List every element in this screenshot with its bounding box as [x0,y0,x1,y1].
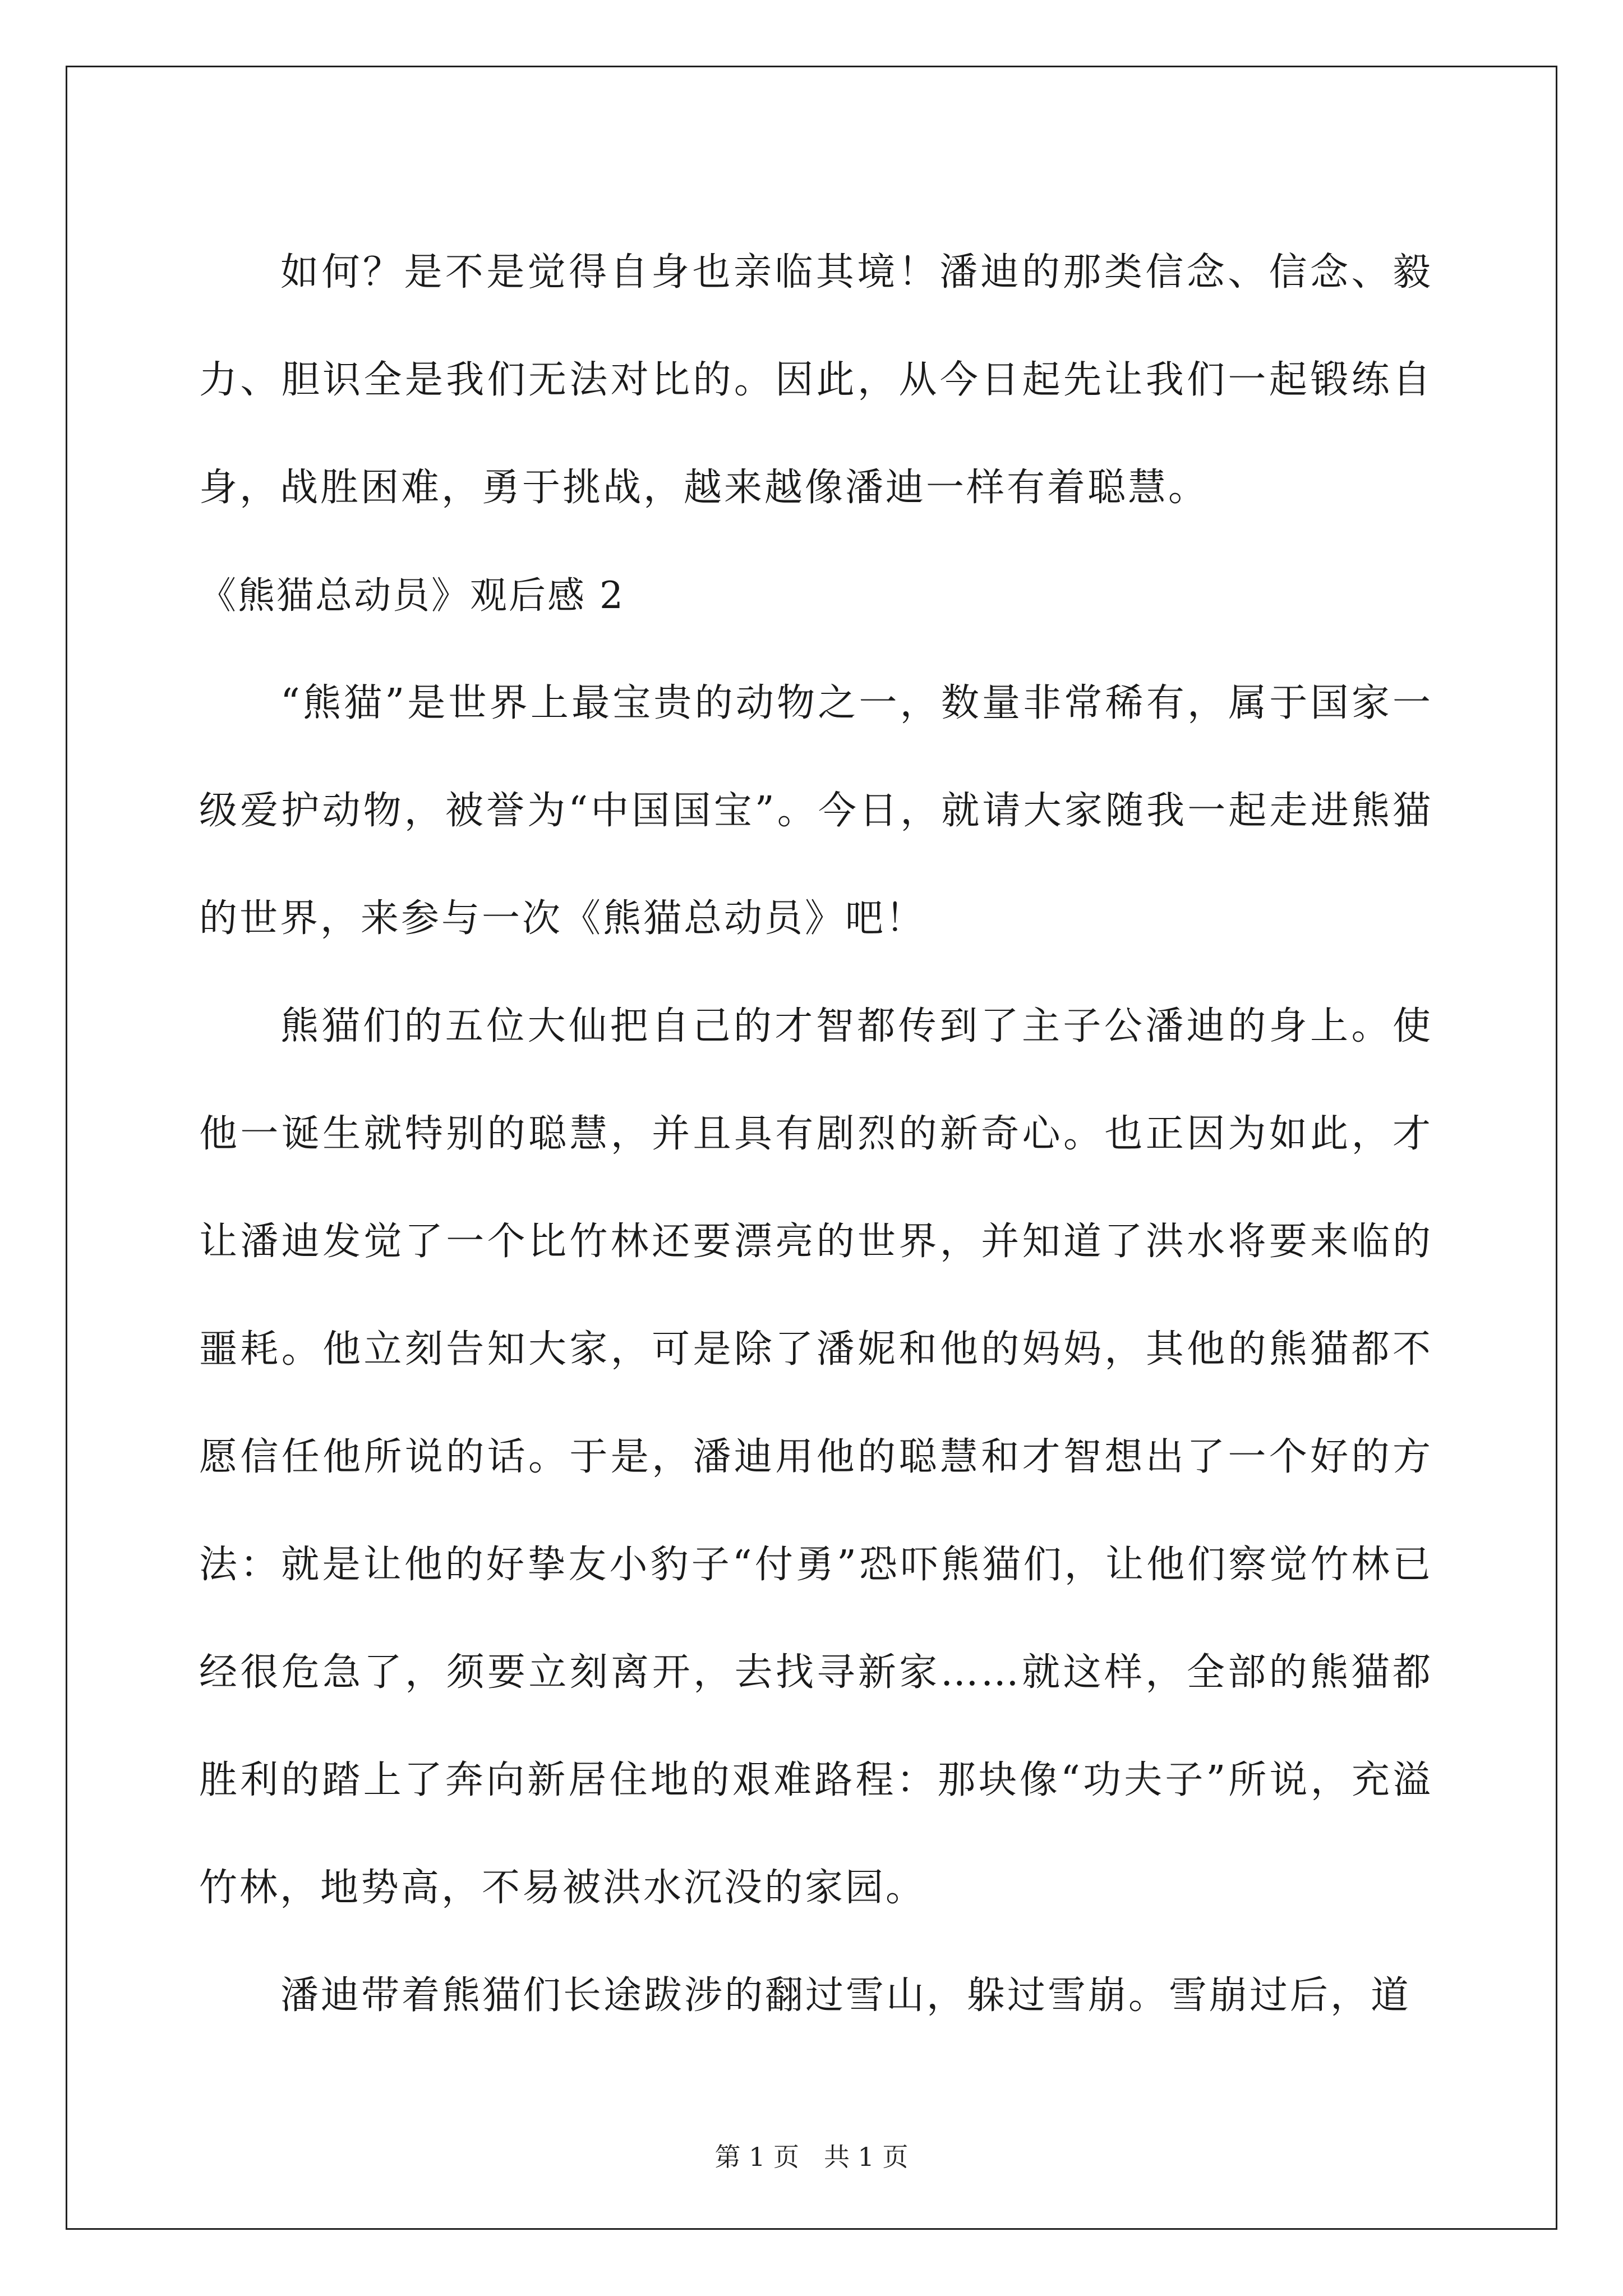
paragraph-3: 熊猫们的五位大仙把自己的才智都传到了主子公潘迪的身上。使他一诞生就特别的聪慧，并且具有剧烈的新奇心。也正因为如此，才让潘迪发觉了一个比竹林还要漂亮的世界，并知道了洪水将要来临的噩耗。他立刻告知大家，可是除了潘妮和他的妈妈，其他的熊猫都不愿信任他所说的话。于是，潘迪用他的聪慧和才智想出了一个好的方法：就是让他的好挚友小豹子“付勇”恐吓熊猫们，让他们察觉竹林已经很危急了，须要立刻离开，去找寻新家……就这样，全部的熊猫都胜利的踏上了奔向新居住地的艰难路程：那块像“功夫子”所说，充溢竹林，地势高，不易被洪水沉没的家园。 [199,1004,1433,1910]
paragraph-2: “熊猫”是世界上最宝贵的动物之一，数量非常稀有，属于国家一级爱护动物，被誉为“中国国宝”。今日，就请大家随我一起走进熊猫的世界，来参与一次《熊猫总动员》吧！ [199,681,1433,941]
section-heading: 《熊猫总动员》观后感 2 [199,574,625,617]
paragraph-4: 潘迪带着熊猫们长途跋涉的翻过雪山，躲过雪崩。雪崩过后，道 [280,1973,1412,2018]
page-footer [0,2140,1623,2174]
page-number: 第 1 页 [714,2142,800,2172]
document-body [199,219,1433,2050]
page-total: 共 1 页 [823,2142,909,2172]
paragraph-1: 如何？是不是觉得自身也亲临其境！潘迪的那类信念、信念、毅力、胆识全是我们无法对比的。因此，从今日起先让我们一起锻练自身，战胜困难，勇于挑战，越来越像潘迪一样有着聪慧。 [199,250,1433,510]
